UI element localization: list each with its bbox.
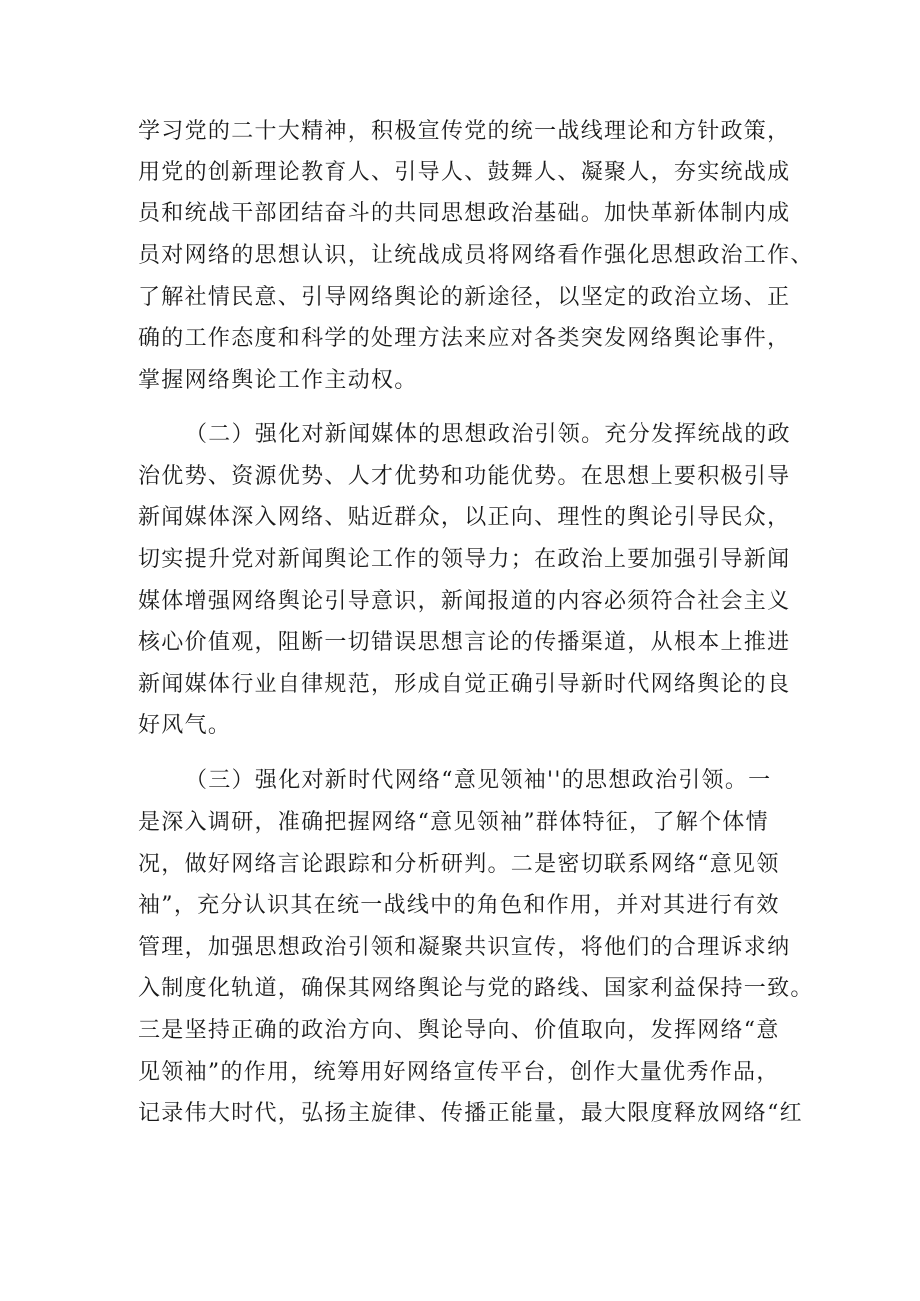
paragraph-2-line-6: 核心价值观，阻断一切错误思想言论的传播渠道，从根本上推进 [138, 630, 791, 655]
paragraph-1-line-1: 学习党的二十大精神，积极宣传党的统一战线理论和方针政策， [138, 119, 791, 144]
paragraph-1-line-7: 掌握网络舆论工作主动权。 [138, 368, 418, 393]
paragraph-2-line-1: （二）强化对新闻媒体的思想政治引领。充分发挥统战的政 [185, 422, 791, 447]
paragraph-2-line-7: 新闻媒体行业自律规范，形成自觉正确引导新时代网络舆论的良 [138, 672, 791, 697]
paragraph-3-line-8: 见领袖”的作用，统筹用好网络宣传平台，创作大量优秀作品， [138, 1060, 780, 1085]
paragraph-1-line-5: 了解社情民意、引导网络舆论的新途径，以坚定的政治立场、正 [138, 285, 791, 310]
paragraph-2-line-5: 媒体增强网络舆论引导意识，新闻报道的内容必须符合社会主义 [138, 589, 791, 614]
paragraph-2-line-2: 治优势、资源优势、人才优势和功能优势。在思想上要积极引导 [138, 464, 791, 489]
paragraph-3-line-2: 是深入调研，准确把握网络“意见领袖”群体特征，了解个体情 [138, 810, 769, 835]
paragraph-2-line-8: 好风气。 [138, 713, 232, 738]
paragraph-3-line-5: 管理，加强思想政治引领和凝聚共识宣传，将他们的合理诉求纳 [138, 935, 791, 960]
paragraph-2-line-4: 切实提升党对新闻舆论工作的领导力；在政治上要加强引导新闻 [138, 547, 791, 572]
paragraph-3-line-9: 记录伟大时代，弘扬主旋律、传播正能量，最大限度释放网络“红 [138, 1101, 803, 1126]
paragraph-1-line-3: 员和统战干部团结奋斗的共同思想政治基础。加快革新体制内成 [138, 201, 791, 226]
paragraph-3-line-7: 三是坚持正确的政治方向、舆论导向、价值取向，发挥网络“意 [138, 1018, 780, 1043]
paragraph-3-line-1: （三）强化对新时代网络“意见领袖''的思想政治引领。一 [185, 768, 772, 793]
paragraph-3-line-4: 袖”，充分认识其在统一战线中的角色和作用，并对其进行有效 [138, 893, 780, 918]
paragraph-2-line-3: 新闻媒体深入网络、贴近群众，以正向、理性的舆论引导民众， [138, 505, 791, 530]
paragraph-1-line-2: 用党的创新理论教育人、引导人、鼓舞人、凝聚人，夯实统战成 [138, 160, 791, 185]
paragraph-1-line-6: 确的工作态度和科学的处理方法来应对各类突发网络舆论事件， [138, 326, 791, 351]
paragraph-1-line-4: 员对网络的思想认识，让统战成员将网络看作强化思想政治工作、 [138, 243, 814, 268]
paragraph-3-line-3: 况，做好网络言论跟踪和分析研判。二是密切联系网络“意见领 [138, 852, 780, 877]
paragraph-3-line-6: 入制度化轨道，确保其网络舆论与党的路线、国家利益保持一致。 [138, 976, 814, 1001]
